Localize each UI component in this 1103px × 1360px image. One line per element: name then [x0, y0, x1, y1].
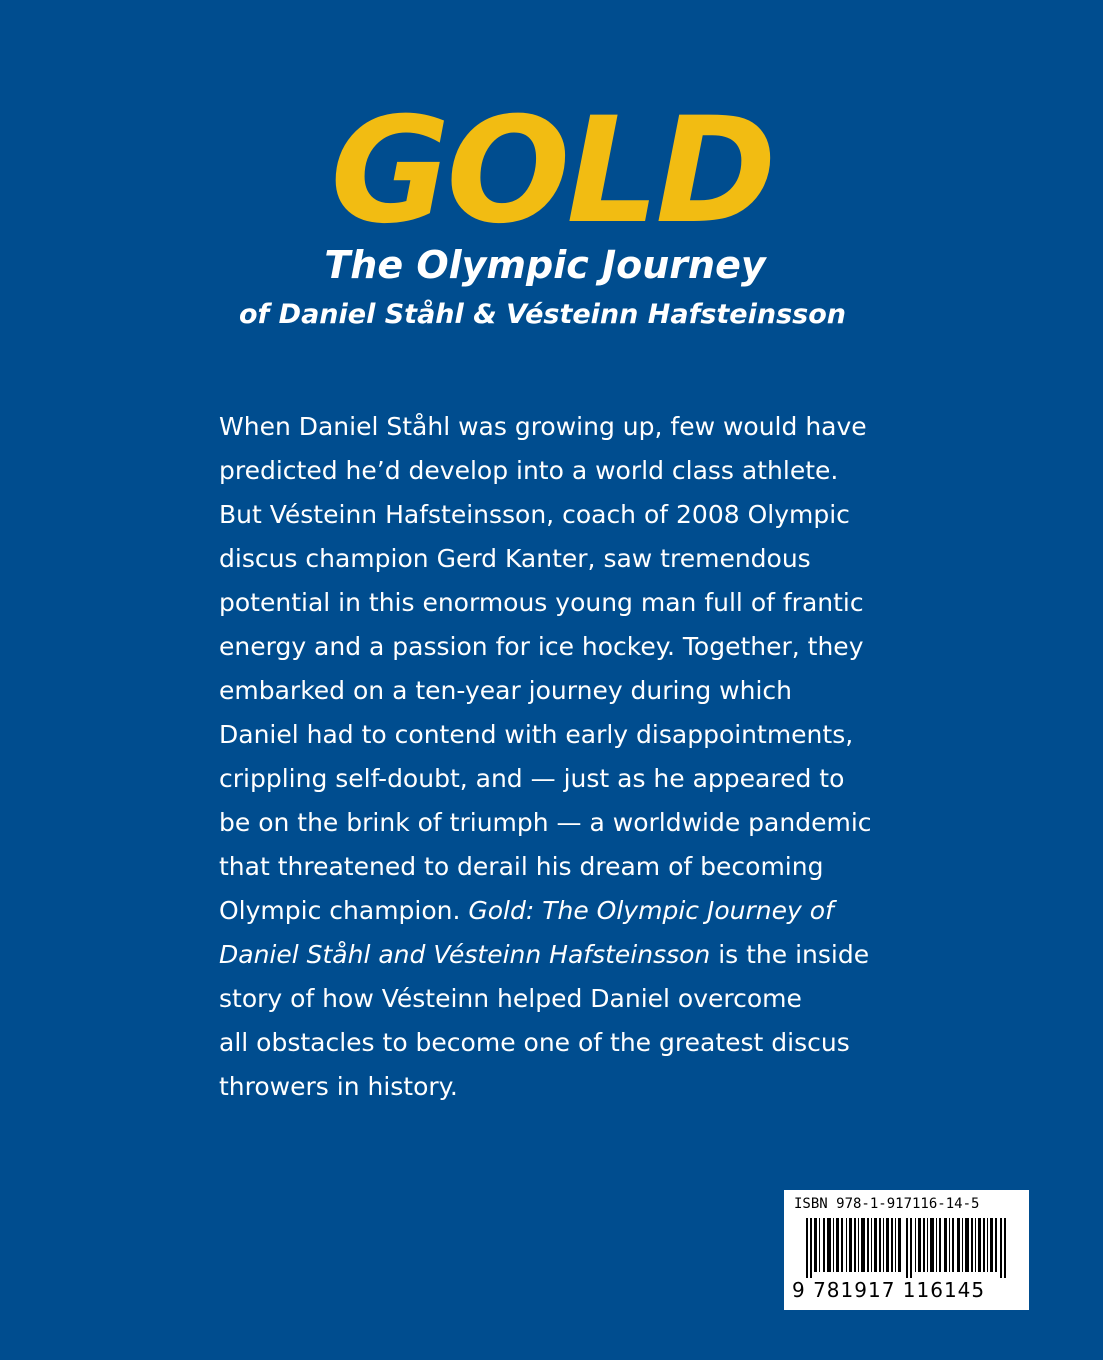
blurb-text: Olympic champion.	[219, 896, 469, 925]
blurb-line: all obstacles to become one of the greatest discus	[219, 1028, 850, 1057]
blurb-line	[219, 889, 899, 933]
barcode-icon	[806, 1218, 1020, 1278]
blurb-line: be on the brink of triumph — a worldwide pandemic	[219, 808, 872, 837]
isbn-label: ISBN 978-1-917116-14-5	[794, 1196, 980, 1212]
blurb-text: is the inside	[710, 940, 870, 969]
book-subtitle-authors: of Daniel Ståhl & Vésteinn Hafsteinsson	[238, 299, 847, 330]
blurb-line: discus champion Gerd Kanter, saw tremendous	[219, 544, 811, 573]
book-title-italic: Gold: The Olympic Journey of	[468, 896, 834, 925]
blurb-line: potential in this enormous young man full of frantic	[219, 588, 864, 617]
blurb-line: energy and a passion for ice hockey. Together, they	[219, 632, 864, 661]
blurb-line: throwers in history.	[219, 1072, 458, 1101]
book-title: GOLD	[330, 86, 773, 256]
book-subtitle: The Olympic Journey	[324, 243, 766, 287]
blurb-line: crippling self-doubt, and — just as he appeared to	[219, 764, 845, 793]
blurb-line: Daniel had to contend with early disappointments,	[219, 720, 854, 749]
blurb	[219, 405, 899, 1109]
blurb-line: When Daniel Ståhl was growing up, few would have	[219, 412, 867, 441]
blurb-line: predicted he’d develop into a world class athlete.	[219, 456, 839, 485]
isbn-barcode-box	[784, 1190, 1029, 1310]
ean-digits: 9 781917 116145	[792, 1278, 986, 1302]
blurb-line: But Vésteinn Hafsteinsson, coach of 2008 Olympic	[219, 500, 850, 529]
blurb-line	[219, 933, 899, 977]
blurb-line: embarked on a ten-year journey during which	[219, 676, 792, 705]
blurb-line: that threatened to derail his dream of becoming	[219, 852, 824, 881]
book-title-italic: Daniel Ståhl and Vésteinn Hafsteinsson	[219, 940, 711, 969]
blurb-line: story of how Vésteinn helped Daniel overcome	[219, 984, 802, 1013]
